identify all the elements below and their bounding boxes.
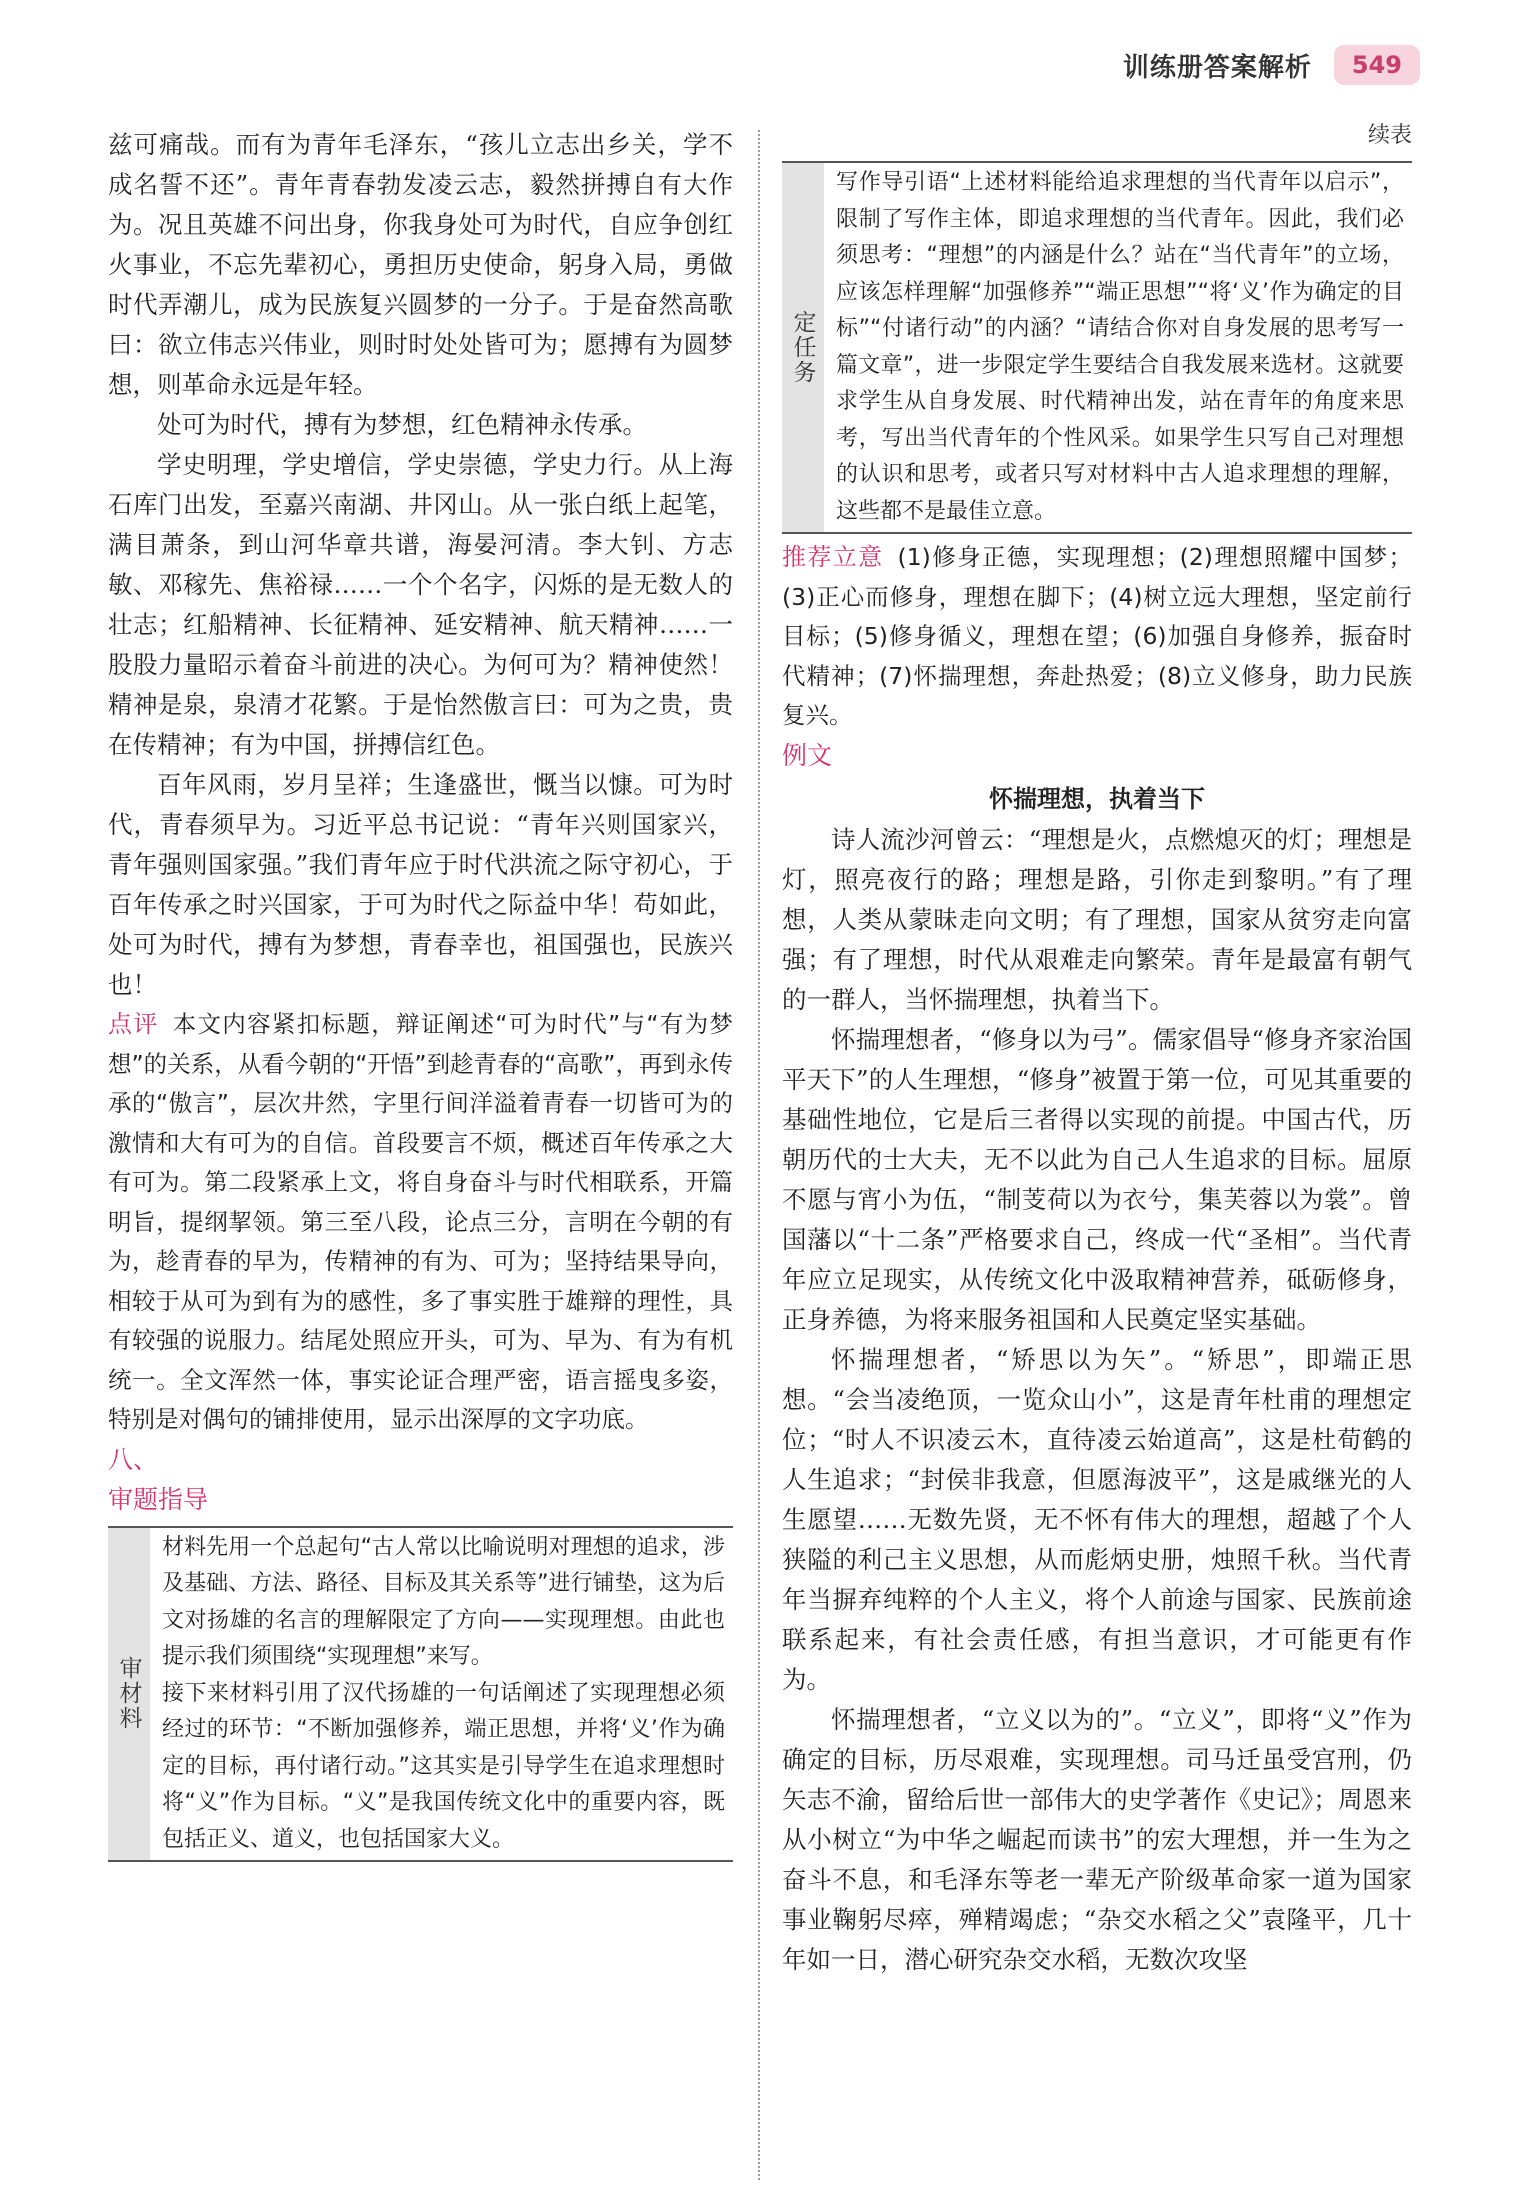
box-paragraph: 写作导引语“上述材料能给追求理想的当代青年以启示”，限制了写作主体，即追求理想的当代青年。因此，我们必须思考：“理想”的内涵是什么？站在“当代青年”的立场，应该怎样理解“加强修养”“端正思想”“将‘义’作为确定的目标”“付诸行动”的内涵？“请结合你对自身发展的思考写一篇文章”，进一步限定学生要结合自我发展来选材。这就要求学生从自身发展、时代精神出发，站在青年的角度来思考，写出当代青年的个性风采。如果学生只写自己对理想的认识和思考，或者只写对材料中古人追求理想的理解，这些都不是最佳立意。 <box>836 170 1404 524</box>
recommended-ideas <box>782 538 1412 736</box>
essay-paragraph: 处可为时代，搏有为梦想，红色精神永传承。 <box>157 410 647 439</box>
example-essay-title: 怀揣理想，执着当下 <box>989 784 1205 813</box>
page-header <box>1123 40 1420 90</box>
essay-paragraph: 怀揣理想者，“矫思以为矢”。“矫思”，即端正思想。“会当凌绝顶，一览众山小”，这是青年杜甫的理想定位；“时人不识凌云木，直待凌云始道高”，这是杜荀鹤的人生追求；“封侯非我意，但愿海波平”，这是戚继光的人生愿望……无数先贤，无不怀有伟大的理想，超越了个人狭隘的利己主义思想，从而彪炳史册，烛照千秋。当代青年当摒弃纯粹的个人主义，将个人前途与国家、民族前途联系起来，有社会责任感，有担当意识，才可能更有作为。 <box>782 1344 1412 1694</box>
material-analysis-box <box>108 1526 733 1863</box>
comment-label: 点评 <box>108 1010 159 1038</box>
page-number-badge: 549 <box>1334 45 1420 85</box>
task-analysis-box <box>782 161 1412 534</box>
continued-table-note: 续表 <box>1367 123 1412 148</box>
left-column <box>108 125 733 1862</box>
essay-paragraph: 学史明理，学史增信，学史崇德，学史力行。从上海石库门出发，至嘉兴南湖、井冈山。从一张白纸上起笔，满目萧条，到山河华章共谱，海晏河清。李大钊、方志敏、邓稼先、焦裕禄……一个个名字，闪烁的是无数人的壮志；红船精神、长征精神、延安精神、航天精神……一股股力量昭示着奋斗前进的决心。为何可为？精神使然！精神是泉，泉清才花繁。于是怡然傲言曰：可为之贵，贵在传精神；有为中国，拼搏信红色。 <box>108 450 733 759</box>
essay-paragraph: 百年风雨，岁月呈祥；生逢盛世，慨当以慷。可为时代，青春须早为。习近平总书记说：“青年兴则国家兴，青年强则国家强。”我们青年应于时代洪流之际守初心，于百年传承之时兴国家，于可为时代之际益中华！苟如此，处可为时代，搏有为梦想，青春幸也，祖国强也，民族兴也！ <box>108 770 733 999</box>
comment-text: 本文内容紧扣标题，辩证阐述“可为时代”与“有为梦想”的关系，从看今朝的“开悟”到趁青春的“高歌”，再到永传承的“傲言”，层次井然，字里行间洋溢着青春一切皆可为的激情和大有可为的自信。首段要言不烦，概述百年传承之大有可为。第二段紧承上文，将自身奋斗与时代相联系，开篇明旨，提纲挈领。第三至八段，论点三分，言明在今朝的有为，趁青春的早为，传精神的有为、可为；坚持结果导向，相较于从可为到有为的感性，多了事实胜于雄辩的理性，具有较强的说服力。结尾处照应开头，可为、早为、有为有机统一。全文浑然一体，事实论证合理严密，语言摇曳多姿，特别是对偶句的铺排使用，显示出深厚的文字功底。 <box>108 1010 733 1433</box>
column-divider <box>758 130 760 2180</box>
comment-paragraph <box>108 1005 733 1440</box>
box-side-label: 定任务 <box>782 163 824 532</box>
box-paragraph: 材料先用一个总起句“古人常以比喻说明对理想的追求，涉及基础、方法、路径、目标及其关系等”进行铺垫，这为后文对扬雄的名言的理解限定了方向——实现理想。由此也提示我们须围绕“实现理想”来写。 <box>162 1534 725 1669</box>
section-number: 八、 <box>108 1444 159 1474</box>
right-column <box>782 125 1412 1980</box>
essay-paragraph: 怀揣理想者，“立义以为的”。“立义”，即将“义”作为确定的目标，历尽艰难，实现理想。司马迁虽受宫刑，仍矢志不渝，留给后世一部伟大的史学著作《史记》；周恩来从小树立“为中华之崛起而读书”的宏大理想，并一生为之奋斗不息，和毛泽东等老一辈无产阶级革命家一道为国家事业鞠躬尽瘁，殚精竭虑；“杂交水稻之父”袁隆平，几十年如一日，潜心研究杂交水稻，无数次攻坚 <box>782 1704 1412 1974</box>
example-label: 例文 <box>782 740 833 770</box>
running-title: 训练册答案解析 <box>1122 52 1312 83</box>
essay-paragraph: 怀揣理想者，“修身以为弓”。儒家倡导“修身齐家治国平天下”的人生理想，“修身”被置于第一位，可见其重要的基础性地位，它是后三者得以实现的前提。中国古代，历朝历代的士大夫，无不以此为自己人生追求的目标。屈原不愿与宵小为伍，“制芰荷以为衣兮，集芙蓉以为裳”。曾国藩以“十二条”严格要求自己，终成一代“圣相”。当代青年应立足现实，从传统文化中汲取精神营养，砥砺修身，正身养德，为将来服务祖国和人民奠定坚实基础。 <box>782 1024 1412 1334</box>
recommended-label: 推荐立意 <box>782 543 884 571</box>
box-side-label: 审材料 <box>108 1528 150 1861</box>
section-title: 审题指导 <box>108 1484 209 1514</box>
box-body <box>824 163 1412 532</box>
box-paragraph: 接下来材料引用了汉代扬雄的一句话阐述了实现理想必须经过的环节：“不断加强修养，端正思想，并将‘义’作为确定的目标，再付诸行动。”这其实是引导学生在追求理想时将“义”作为目标。“义”是我国传统文化中的重要内容，既包括正义、道义，也包括国家大义。 <box>162 1680 725 1852</box>
box-body <box>150 1528 733 1861</box>
recommended-text: (1)修身正德，实现理想；(2)理想照耀中国梦；(3)正心而修身，理想在脚下；(4)树立远大理想，坚定前行目标；(5)修身循义，理想在望；(6)加强自身修养，振奋时代精神；(7)怀揣理想，奔赴热爱；(8)立义修身，助力民族复兴。 <box>782 543 1412 729</box>
essay-paragraph: 兹可痛哉。而有为青年毛泽东，“孩儿立志出乡关，学不成名誓不还”。青年青春勃发凌云志，毅然拼搏自有大作为。况且英雄不问出身，你我身处可为时代，自应争创红火事业，不忘先辈初心，勇担历史使命，躬身入局，勇做时代弄潮儿，成为民族复兴圆梦的一分子。于是奋然高歌曰：欲立伟志兴伟业，则时时处处皆可为；愿搏有为圆梦想，则革命永远是年轻。 <box>108 130 733 399</box>
essay-paragraph: 诗人流沙河曾云：“理想是火，点燃熄灭的灯；理想是灯，照亮夜行的路；理想是路，引你走到黎明。”有了理想，人类从蒙昧走向文明；有了理想，国家从贫穷走向富强；有了理想，时代从艰难走向繁荣。青年是最富有朝气的一群人，当怀揣理想，执着当下。 <box>782 824 1412 1014</box>
